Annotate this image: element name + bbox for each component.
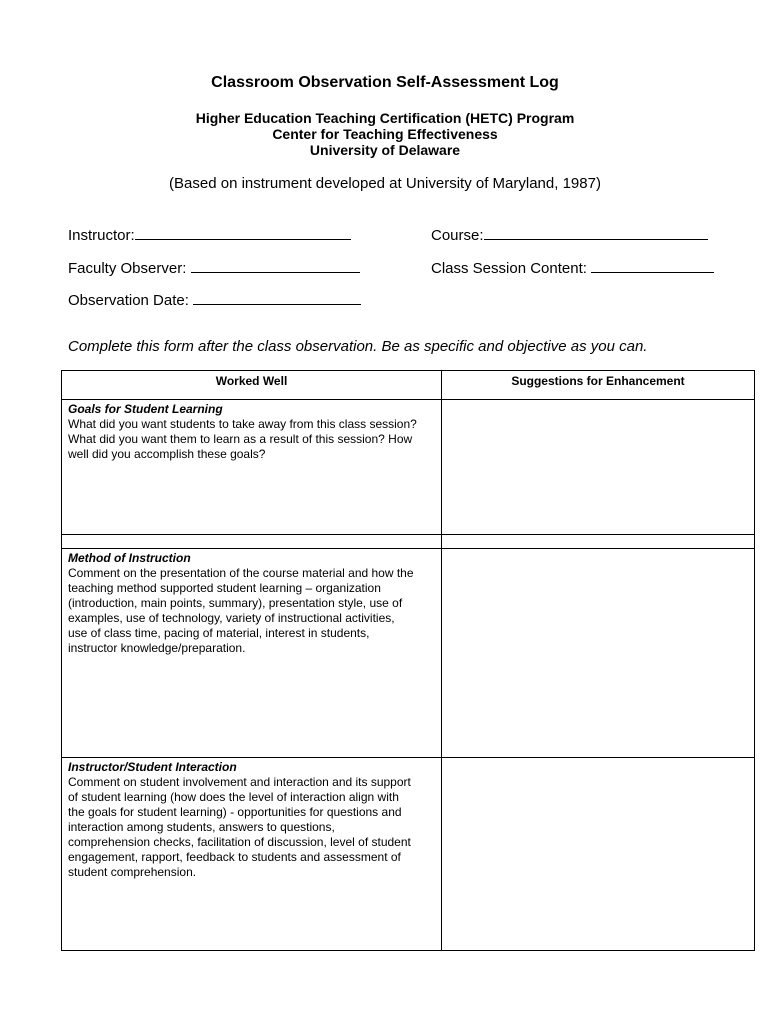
section-text-line: student comprehension. (68, 865, 197, 879)
class-session-content-label: Class Session Content: (431, 260, 592, 277)
program-name: Higher Education Teaching Certification (HETC) Program (195, 110, 575, 126)
section-text-line: (introduction, main points, summary), presentation style, use of (68, 596, 403, 610)
section-text-line: teaching method supported student learning – organization (68, 581, 381, 595)
course-label: Course: (431, 227, 484, 244)
observation-date-field (68, 289, 361, 309)
section-text-line: What did you want students to take away from this class session? (68, 417, 417, 431)
page-title: Classroom Observation Self-Assessment Log (211, 74, 559, 91)
section-text-line: well did you accomplish these goals? (68, 447, 266, 461)
table-spacer-row (62, 535, 755, 549)
spacer-cell (442, 535, 755, 549)
instructor-label: Instructor: (68, 227, 135, 244)
table-row (62, 400, 755, 535)
spacer-cell (62, 535, 442, 549)
table-header-row (62, 371, 755, 400)
worked-well-header: Worked Well (62, 371, 442, 400)
section-title-goals: Goals for Student Learning (68, 402, 223, 416)
faculty-observer-label: Faculty Observer: (68, 260, 191, 277)
instructor-input-line[interactable] (135, 224, 351, 240)
faculty-observer-field (68, 257, 360, 277)
interaction-cell[interactable] (62, 758, 442, 951)
form-instructions: Complete this form after the class observation. Be as specific and objective as you can. (68, 338, 648, 355)
goals-suggestions-cell[interactable] (442, 400, 755, 535)
section-text-line: Comment on the presentation of the course material and how the (68, 566, 414, 580)
university-name: University of Delaware (309, 142, 461, 158)
section-text-line: engagement, rapport, feedback to students and assessment of (68, 850, 401, 864)
faculty-observer-input-line[interactable] (191, 257, 360, 273)
method-cell[interactable] (62, 549, 442, 758)
interaction-suggestions-cell[interactable] (442, 758, 755, 951)
center-name: Center for Teaching Effectiveness (272, 126, 498, 142)
section-text-line: of student learning (how does the level of interaction align with (68, 790, 399, 804)
section-title-interaction: Instructor/Student Interaction (68, 760, 237, 774)
instructor-field (68, 224, 351, 244)
section-text-line: Comment on student involvement and interaction and its support (68, 775, 411, 789)
table-row (62, 549, 755, 758)
observation-date-input-line[interactable] (193, 289, 361, 305)
course-field (431, 224, 708, 244)
section-text-line: use of class time, pacing of material, interest in students, (68, 626, 370, 640)
suggestions-header: Suggestions for Enhancement (442, 371, 755, 400)
section-text-line: the goals for student learning) - opportunities for questions and (68, 805, 402, 819)
class-session-content-field (431, 257, 714, 277)
section-text-line: interaction among students, answers to questions, (68, 820, 335, 834)
goals-cell[interactable] (62, 400, 442, 535)
section-text-line: instructor knowledge/preparation. (68, 641, 246, 655)
source-note: (Based on instrument developed at University of Maryland, 1987) (169, 175, 601, 192)
section-text-line: comprehension checks, facilitation of discussion, level of student (68, 835, 411, 849)
section-title-method: Method of Instruction (68, 551, 191, 565)
observation-table (61, 370, 755, 951)
course-input-line[interactable] (484, 224, 708, 240)
section-text-line: examples, use of technology, variety of instructional activities, (68, 611, 395, 625)
observation-date-label: Observation Date: (68, 292, 194, 309)
class-session-content-input-line[interactable] (591, 257, 714, 273)
section-text-line: What did you want them to learn as a result of this session? How (68, 432, 413, 446)
table-row (62, 758, 755, 951)
method-suggestions-cell[interactable] (442, 549, 755, 758)
